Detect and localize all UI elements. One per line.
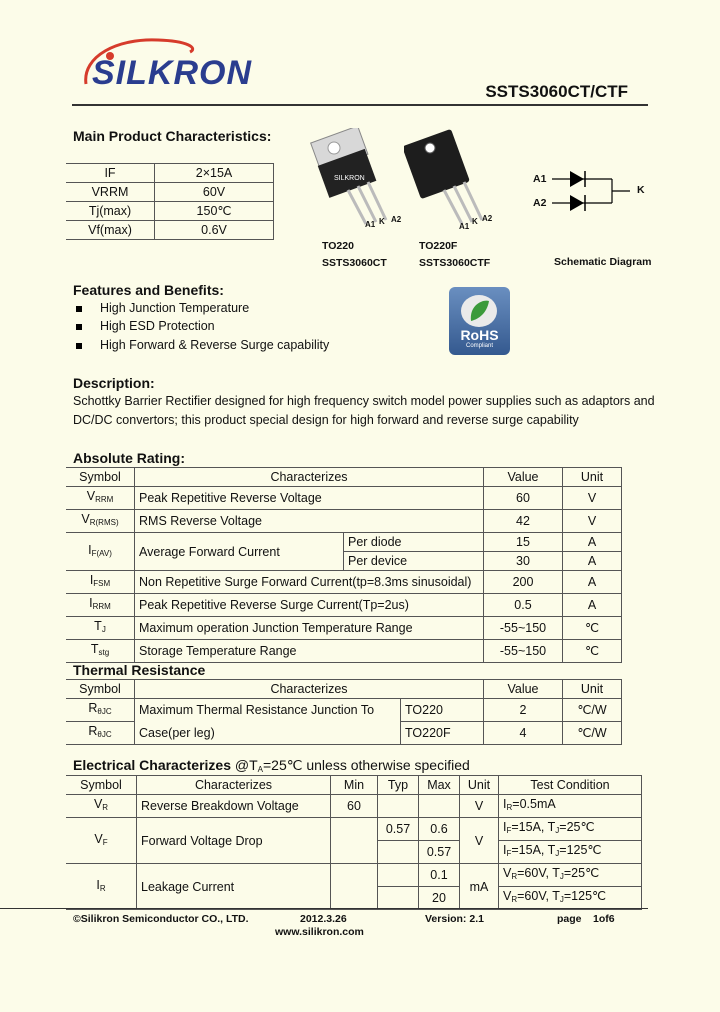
- max-cell: 0.1: [419, 864, 460, 887]
- typ-cell: 0.57: [378, 818, 419, 841]
- header-cell: Symbol: [66, 468, 135, 487]
- unit-cell: V: [460, 795, 499, 818]
- to220f-part: SSTS3060CTF: [419, 257, 491, 269]
- symbol-cell: $I_{FSM}$: [66, 571, 135, 594]
- bullet-icon: [76, 306, 82, 312]
- feature-item: [76, 338, 329, 352]
- main-characteristics-table: [66, 163, 274, 240]
- feature-text: High Junction Temperature: [100, 301, 250, 315]
- table-row: [66, 510, 622, 533]
- table-row: [66, 722, 622, 745]
- value-cell: 42: [484, 510, 563, 533]
- table-header-row: [66, 776, 642, 795]
- char-cell: Peak Repetitive Reverse Voltage: [135, 487, 484, 510]
- max-cell: [419, 795, 460, 818]
- unit-cell: V: [563, 510, 622, 533]
- unit-cell: V: [460, 818, 499, 864]
- feature-item: [76, 319, 215, 333]
- table-row: [66, 533, 622, 552]
- value-cell: 150℃: [155, 202, 274, 221]
- footer-page-label: page: [557, 913, 582, 925]
- absolute-rating-title: Absolute Rating:: [73, 450, 185, 466]
- unit-cell: ℃: [563, 640, 622, 663]
- electrical-table: [66, 775, 642, 910]
- rohs-sub: Compliant: [465, 343, 493, 349]
- symbol-cell: $V_F$: [66, 818, 137, 864]
- header-cell: Characterizes: [137, 776, 331, 795]
- value-cell: -55~150: [484, 640, 563, 663]
- electrical-subtitle-suffix: =25℃ unless otherwise specified: [262, 757, 470, 773]
- table-row: [66, 221, 274, 240]
- package-cell: TO220: [401, 699, 484, 722]
- footer-date: 2012.3.26: [300, 913, 347, 925]
- header-divider: [72, 104, 648, 106]
- param-cell: Tj(max): [66, 202, 155, 221]
- feature-text: High Forward & Reverse Surge capability: [100, 338, 330, 352]
- table-row: [66, 699, 622, 722]
- symbol-cell: $R_{\theta JC}$: [66, 722, 135, 745]
- to220-pin-a1: A1: [365, 220, 376, 229]
- unit-cell: A: [563, 571, 622, 594]
- company-logo: [78, 36, 252, 96]
- char-cell: Reverse Breakdown Voltage: [137, 795, 331, 818]
- char-cell: RMS Reverse Voltage: [135, 510, 484, 533]
- table-row: [66, 164, 274, 183]
- to220-pin-k: K: [379, 217, 385, 226]
- to220-part: SSTS3060CT: [322, 257, 387, 269]
- footer-page-number: 1of6: [593, 913, 615, 925]
- electrical-title: Electrical Characterizes: [73, 757, 231, 773]
- min-cell: [331, 818, 378, 864]
- to220f-pin-a2: A2: [482, 214, 493, 223]
- value-cell: 0.5: [484, 594, 563, 617]
- table-row: [66, 640, 622, 663]
- schematic-a1-label: A1: [533, 173, 547, 185]
- table-row: [66, 202, 274, 221]
- header-cell: Test Condition: [499, 776, 642, 795]
- table-header-row: [66, 468, 622, 487]
- value-cell: 4: [484, 722, 563, 745]
- table-row: [66, 818, 642, 841]
- header-cell: Unit: [460, 776, 499, 795]
- char-cell: Non Repetitive Surge Forward Current(tp=8.3ms sinusoidal): [135, 571, 484, 594]
- footer-company: ©Silikron Semiconductor CO., LTD.: [73, 913, 249, 925]
- feature-item: [76, 301, 249, 315]
- description-title: Description:: [73, 375, 155, 391]
- header-cell: Value: [484, 468, 563, 487]
- footer-version: Version: 2.1: [425, 913, 484, 925]
- symbol-cell: $T_J$: [66, 617, 135, 640]
- value-cell: 0.6V: [155, 221, 274, 240]
- char-cell: Case(per leg): [135, 722, 401, 745]
- to220-pin-a2: A2: [391, 215, 402, 224]
- schematic-a2-label: A2: [533, 197, 547, 209]
- symbol-cell: $V_{RRM}$: [66, 487, 135, 510]
- part-number: SSTS3060CT/CTF: [485, 82, 628, 101]
- unit-cell: mA: [460, 864, 499, 910]
- unit-cell: ℃/W: [563, 722, 622, 745]
- char-cell: Storage Temperature Range: [135, 640, 484, 663]
- value-cell: -55~150: [484, 617, 563, 640]
- table-header-row: [66, 680, 622, 699]
- unit-cell: V: [563, 487, 622, 510]
- symbol-cell: $I_{F(AV)}$: [66, 533, 135, 571]
- unit-cell: ℃: [563, 617, 622, 640]
- to220f-name: TO220F: [419, 240, 458, 252]
- condition-cell: $I_F=15A$, $T_J=125℃$: [499, 841, 642, 864]
- description-text: Schottky Barrier Rectifier designed for high frequency switch model power supplies such as adaptors and DC/DC convertors; this product special design for high forward and reverse surge capability: [73, 394, 655, 427]
- rohs-text: RoHS: [460, 327, 499, 343]
- value-cell: 200: [484, 571, 563, 594]
- symbol-cell: $I_R$: [66, 864, 137, 910]
- to220-name: TO220: [322, 240, 354, 252]
- unit-cell: ℃/W: [563, 699, 622, 722]
- symbol-cell: $T_{stg}$: [66, 640, 135, 663]
- symbol-cell: $R_{\theta JC}$: [66, 699, 135, 722]
- header-cell: Characterizes: [135, 680, 484, 699]
- char-cell: Maximum Thermal Resistance Junction To: [135, 699, 401, 722]
- electrical-subtitle-prefix: @T: [234, 757, 258, 773]
- param-cell: Vf(max): [66, 221, 155, 240]
- thermal-title: Thermal Resistance: [73, 662, 206, 678]
- unit-cell: A: [563, 594, 622, 617]
- absolute-rating-table: [66, 467, 622, 663]
- min-cell: [331, 864, 378, 910]
- char-cell: Average Forward Current: [135, 533, 344, 571]
- typ-cell: [378, 795, 419, 818]
- typ-cell: [378, 887, 419, 910]
- value-cell: 2×15A: [155, 164, 274, 183]
- table-row: [66, 617, 622, 640]
- condition-cell: $I_F=15A$, $T_J=25℃$: [499, 818, 642, 841]
- char-cell: Forward Voltage Drop: [137, 818, 331, 864]
- max-cell: 20: [419, 887, 460, 910]
- schematic-caption: Schematic Diagram: [554, 256, 652, 268]
- typ-cell: [378, 841, 419, 864]
- package-cell: TO220F: [401, 722, 484, 745]
- char-cell: Maximum operation Junction Temperature Range: [135, 617, 484, 640]
- value-cell: 60V: [155, 183, 274, 202]
- table-row: [66, 183, 274, 202]
- electrical-subtitle-sub: A: [257, 765, 263, 774]
- value-cell: 2: [484, 699, 563, 722]
- value-cell: 60: [484, 487, 563, 510]
- char-cell: Peak Repetitive Reverse Surge Current(Tp=2us): [135, 594, 484, 617]
- table-row: [66, 795, 642, 818]
- header-cell: Value: [484, 680, 563, 699]
- condition-cell: $I_R=0.5mA$: [499, 795, 642, 818]
- to220f-pin-k: K: [472, 217, 478, 226]
- header-cell: Characterizes: [135, 468, 484, 487]
- features-title: Features and Benefits:: [73, 282, 224, 298]
- thermal-table: [66, 679, 622, 745]
- condition-cell: Per device: [344, 552, 484, 571]
- symbol-cell: $V_R$: [66, 795, 137, 818]
- electrical-title-line: [73, 757, 470, 774]
- max-cell: 0.57: [419, 841, 460, 864]
- param-cell: VRRM: [66, 183, 155, 202]
- condition-cell: $V_R=60V$, $T_J=125℃$: [499, 887, 642, 910]
- table-row: [66, 594, 622, 617]
- bullet-icon: [76, 324, 82, 330]
- schematic-diagram-icon: [552, 165, 636, 215]
- symbol-cell: $V_{R(RMS)}$: [66, 510, 135, 533]
- unit-cell: A: [563, 533, 622, 552]
- param-cell: IF: [66, 164, 155, 183]
- header-cell: Symbol: [66, 776, 137, 795]
- typ-cell: [378, 864, 419, 887]
- value-cell: 15: [484, 533, 563, 552]
- header-cell: Min: [331, 776, 378, 795]
- max-cell: 0.6: [419, 818, 460, 841]
- condition-cell: Per diode: [344, 533, 484, 552]
- chip-logo-text: SILKRON: [334, 175, 365, 182]
- feature-text: High ESD Protection: [100, 319, 215, 333]
- table-row: [66, 864, 642, 887]
- bullet-icon: [76, 343, 82, 349]
- header-cell: Unit: [563, 680, 622, 699]
- table-row: [66, 487, 622, 510]
- header-cell: Symbol: [66, 680, 135, 699]
- min-cell: 60: [331, 795, 378, 818]
- table-row: [66, 571, 622, 594]
- leaf-icon: [449, 291, 510, 331]
- to220f-pin-a1: A1: [459, 222, 470, 231]
- rohs-badge: [449, 287, 510, 355]
- condition-cell: $V_R=60V$, $T_J=25℃$: [499, 864, 642, 887]
- symbol-cell: $I_{RRM}$: [66, 594, 135, 617]
- value-cell: 30: [484, 552, 563, 571]
- header-cell: Max: [419, 776, 460, 795]
- schematic-k-label: K: [637, 184, 645, 196]
- main-characteristics-title: Main Product Characteristics:: [73, 128, 272, 144]
- unit-cell: A: [563, 552, 622, 571]
- char-cell: Leakage Current: [137, 864, 331, 910]
- footer-divider: [0, 908, 648, 909]
- logo-text: SILKRON: [92, 54, 252, 92]
- footer-url[interactable]: www.silikron.com: [275, 926, 364, 938]
- header-cell: Unit: [563, 468, 622, 487]
- header-cell: Typ: [378, 776, 419, 795]
